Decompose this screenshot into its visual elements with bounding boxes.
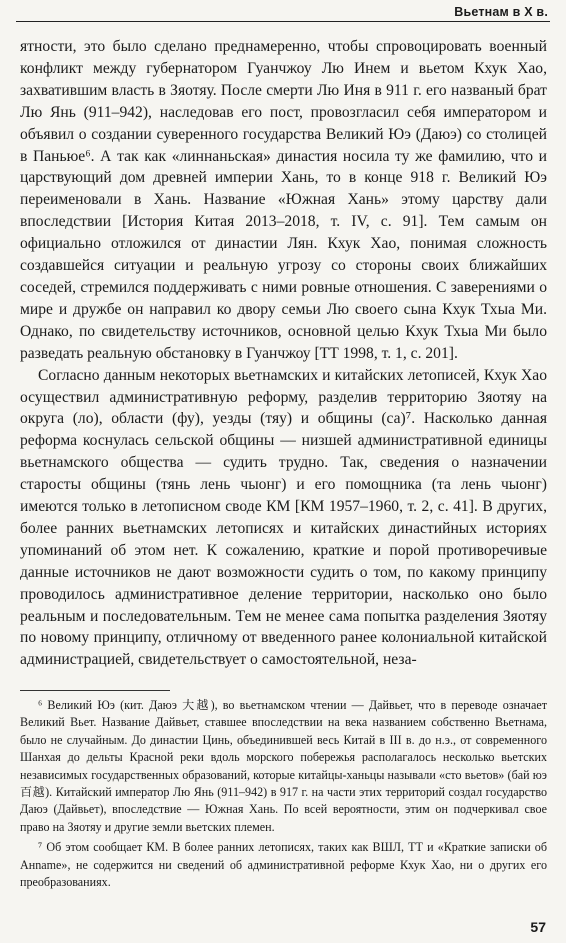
paragraph: ятности, это было сделано преднамеренно, чтобы спровоцировать военный конфликт между губернатором Гуанчжоу Лю Инем и вьетом Кхук Хао, захватившим власть в Зяотяу. После смерти Лю Иня в 911 г. его названый брат Лю Янь (911–942), наследовав его пост, провозгласил себя императором и объявил о создании суверенного государства Великий Юэ (Даюэ) со столицей в Паньюе⁶. А так как «линнаньская» династия носила ту же фамилию, что и царствующий дом древней империи Хань, то в конце 918 г. Великий Юэ переименовали в Хань. Название «Южная Хань» этому царству дали впоследствии [История Китая 2013–2018, т. IV, с. 91]. Тем самым он официально отложился от династии Лян. Кхук Хао, понимая сложность создавшейся ситуации и реальную угрозу со стороны своих ближайших соседей, стремился поддерживать с ними ровные отношения. С заверениями о мире и дружбе он направил ко двору семьи Лю своего сына Кхук Тхыа Ми. Однако, по свидетельству источников, основной целью Кхук Тхыа Ми было разведать реальную обстановку в Гуанчжоу [ТТ 1998, т. 1, с. 201]. — [20, 38, 547, 362]
footnote-separator — [20, 690, 170, 691]
footnotes — [20, 697, 547, 891]
main-text — [20, 36, 547, 671]
running-header-title: Вьетнам в Х в. — [454, 5, 548, 19]
header-rule — [16, 21, 550, 22]
page-number: 57 — [530, 919, 546, 935]
running-header — [0, 0, 566, 28]
paragraph: Согласно данным некоторых вьетнамских и китайских летописей, Кхук Хао осуществил административную реформу, разделив территорию Зяотяу на округа (ло), области (фу), уезды (тяу) и общины (са)⁷. Насколько данная реформа коснулась сельской общины — низшей административной единицы вьетнамского общества — судить трудно. Так, сведения о назначении старосты общины (тянь лень чыонг) и его помощника (та лень чыонг) имеются только в летописном своде КМ [КМ 1957–1960, т. 2, с. 41]. В других, более ранних вьетнамских летописях и китайских династийных историях упоминаний об этом нет. К сожалению, краткие и порой противоречивые данные источников не дают возможности судить о том, по какому принципу проводилось административное деление территории, насколько оно было реальным и последовательным. Тем не менее сама попытка разделения Зяотяу по новому принципу, отличному от введенного ранее колониальной китайской администрацией, свидетельствует о самостоятельной, неза- — [20, 366, 547, 669]
footnote: ⁶ Великий Юэ (кит. Даюэ 大越), во вьетнамском чтении — Дайвьет, что в переводе означает Великий Вьет. Название Дайвьет, ставшее впоследствии на века названием собственно Вьетнама, было не случайным. До династии Цинь, объединившей весь Китай в III в. до н.э., от современного Шанхая до дельты Красной реки вдоль морского побережья располагалось несколько вьетских независимых государственных образований, которые китайцы-ханьцы называли «сто вьетов» (бай юэ 百越). Китайский император Лю Янь (911–942) в 917 г. на части этих территорий создал государство Даюэ (Дайвьет), впоследствие — Южная Хань. По всей вероятности, этим он подчеркивал свое право на Зяотяу и другие земли вьетских племен. — [20, 698, 547, 834]
footnote: ⁷ Об этом сообщает КМ. В более ранних летописях, таких как ВШЛ, ТТ и «Краткие записки об Анname», не содержится ни сведений об административной реформе Кхук Хао, ни о других его преобразованиях. — [20, 840, 547, 890]
